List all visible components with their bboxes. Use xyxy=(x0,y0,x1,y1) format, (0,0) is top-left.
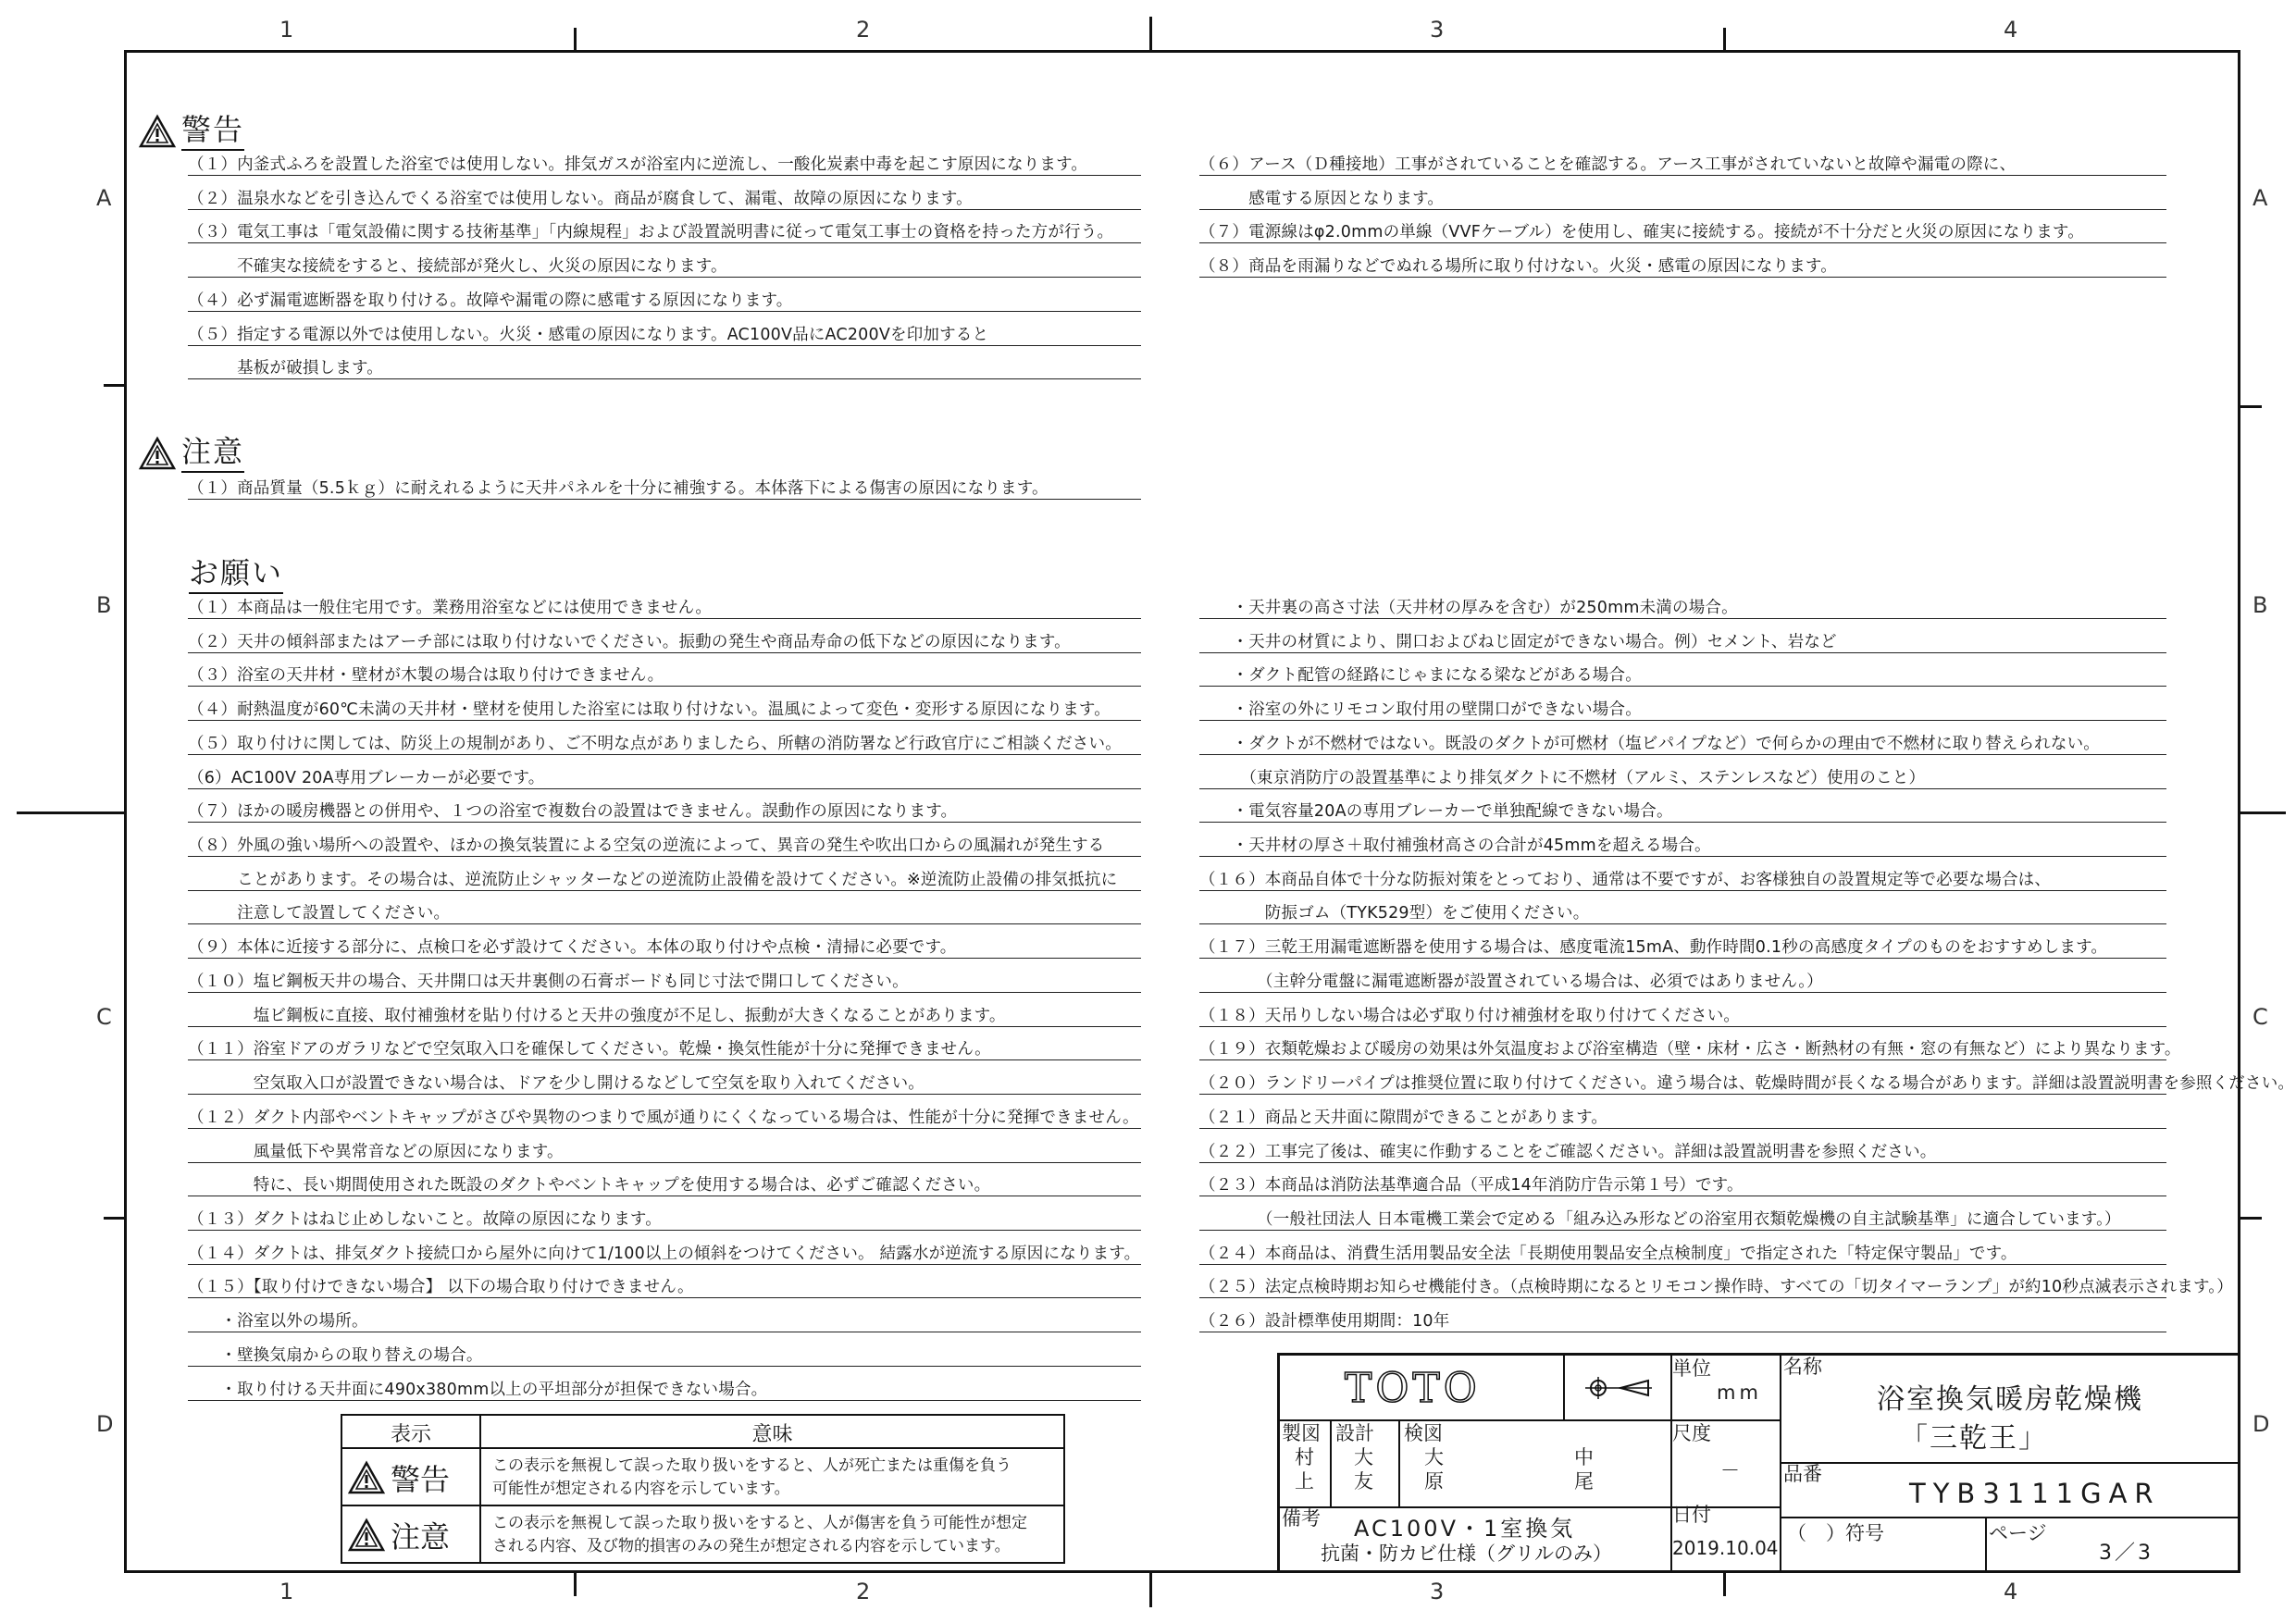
warning-title: 警告 xyxy=(181,112,244,151)
legend-row-divider xyxy=(342,1505,1063,1506)
tick-top-2 xyxy=(1149,17,1152,51)
note-line: （７）電源線はφ2.0mmの単線（VVFケーブル）を使用し、確実に接続する。接続が不十分だと火災の原因になります。 xyxy=(1199,222,2166,243)
product-subname: 「三乾王」 xyxy=(1900,1422,2048,1455)
part-number: TYB3111GAR xyxy=(1909,1478,2161,1509)
sekkei-name-2: 友 xyxy=(1354,1470,1373,1493)
note-line: （３）浴室の天井材・壁材が木製の場合は取り付けできません。 xyxy=(188,665,1141,687)
unit-label: 単位 xyxy=(1672,1357,1711,1380)
note-line: （１）本商品は一般住宅用です。業務用浴室などには使用できません。 xyxy=(188,598,1141,619)
note-line: （１３）ダクトはねじ止めしないこと。故障の原因になります。 xyxy=(188,1209,1141,1231)
legend-row-caution-label xyxy=(348,1514,450,1556)
note-line: （東京消防庁の設置基準により排気ダクトに不燃材（アルミ、ステンレスなど）使用のこと） xyxy=(1199,768,2166,789)
note-line: ・浴室の外にリモコン取付用の壁開口ができない場合。 xyxy=(1199,700,2166,721)
note-line: ・浴室以外の場所。 xyxy=(188,1311,1141,1332)
note-line: ことがあります。その場合は、逆流防止シャッターなどの逆流防止設備を設けてください。※逆流防止設備の排気抵抗に xyxy=(188,870,1141,891)
kenzu-name-3: 中 xyxy=(1574,1446,1594,1468)
caution-heading xyxy=(139,428,244,471)
note-line: ・壁換気扇からの取り替えの場合。 xyxy=(188,1345,1141,1367)
note-line: （２１）商品と天井面に隙間ができることがあります。 xyxy=(1199,1108,2166,1129)
note-line: （２４）本商品は、消費生活用製品安全法「長期使用製品安全点検制度」で指定された「特定保守製品」です。 xyxy=(1199,1244,2166,1265)
tick-right-1 xyxy=(2240,405,2262,408)
tick-left-3 xyxy=(104,1217,126,1220)
grid-row-d-right: D xyxy=(2253,1411,2270,1437)
note-line: （３）電気工事は「電気設備に関する技術基準」「内線規程」および設置説明書に従って電気工事士の資格を持った方が行う。 xyxy=(188,222,1141,243)
legend-table xyxy=(341,1414,1065,1564)
tick-bottom-1 xyxy=(574,1573,577,1596)
legend-col-label: 表示 xyxy=(390,1423,431,1446)
grid-col-4-bottom: 4 xyxy=(2004,1579,2018,1604)
warning-heading xyxy=(139,106,244,149)
note-line: （８）外風の強い場所への設置や、ほかの換気装置による空気の逆流によって、異音の発生や吹出口からの風漏れが発生する xyxy=(188,836,1141,857)
seizu-name-1: 村 xyxy=(1295,1446,1314,1468)
note-line: （6）AC100V 20A専用ブレーカーが必要です。 xyxy=(188,768,1141,789)
tick-left-2 xyxy=(17,812,126,814)
note-line: ・天井材の厚さ＋取付補強材高さの合計が45mmを超える場合。 xyxy=(1199,836,2166,857)
note-line: （１２）ダクト内部やベントキャップがさびや異物のつまりで風が通りにくくなっている場合は、性能が十分に発揮できません。 xyxy=(188,1108,1141,1129)
note-line: （主幹分電盤に漏電遮断器が設置されている場合は、必須ではありません。） xyxy=(1199,972,2166,993)
note-line: 風量低下や異常音などの原因になります。 xyxy=(188,1142,1141,1163)
legend-warning-text: 警告 xyxy=(391,1462,451,1497)
legend-warning-icon xyxy=(348,1461,385,1494)
note-line: 特に、長い期間使用された既設のダクトやベントキャップを使用する場合は、必ずご確認ください。 xyxy=(188,1175,1141,1196)
sekkei-label: 設計 xyxy=(1335,1422,1374,1444)
tick-bottom-2 xyxy=(1149,1573,1152,1607)
remarks-line-2: 抗菌・防カビ仕様（グリルのみ） xyxy=(1321,1542,1612,1565)
note-line: 注意して設置してください。 xyxy=(188,903,1141,924)
date-value: 2019.10.04 xyxy=(1672,1537,1779,1559)
part-label: 品番 xyxy=(1783,1463,1822,1485)
note-line: （７）ほかの暖房機器との併用や、１つの浴室で複数台の設置はできません。誤動作の原因になります。 xyxy=(188,801,1141,823)
tb-vline-seizu xyxy=(1330,1419,1332,1506)
note-line: （一般社団法人 日本電機工業会で定める「組み込み形などの浴室用衣類乾燥機の自主試験基準」に適合しています。） xyxy=(1199,1209,2166,1231)
product-name: 浴室換気暖房乾燥機 xyxy=(1877,1383,2143,1416)
tick-left-1 xyxy=(104,384,126,387)
note-line: 塩ビ鋼板に直接、取付補強材を貼り付けると天井の強度が不足し、振動が大きくなることがあります。 xyxy=(188,1006,1141,1027)
note-line: 防振ゴム（TYK529型）をご使用ください。 xyxy=(1199,903,2166,924)
caution-title: 注意 xyxy=(181,434,244,473)
sekkei-name-1: 大 xyxy=(1354,1446,1373,1468)
grid-row-d-left: D xyxy=(96,1411,114,1437)
note-line: （２）温泉水などを引き込んでくる浴室では使用しない。商品が腐食して、漏電、故障の原因になります。 xyxy=(188,189,1141,210)
tick-top-1 xyxy=(574,28,577,51)
tb-vline-page xyxy=(1985,1517,1987,1570)
grid-row-c-right: C xyxy=(2253,1004,2268,1030)
note-line: （１０）塩ビ鋼板天井の場合、天井開口は天井裏側の石膏ボードも同じ寸法で開口してください。 xyxy=(188,972,1141,993)
note-line: ・取り付ける天井面に490x380mm以上の平坦部分が担保できない場合。 xyxy=(188,1380,1141,1401)
seizu-label: 製図 xyxy=(1282,1422,1321,1444)
legend-caution-meaning-1: この表示を無視して誤った取り扱いをすると、人が傷害を負う可能性が想定 xyxy=(492,1514,1027,1532)
remarks-label: 備考 xyxy=(1282,1507,1321,1530)
kenzu-name-1: 大 xyxy=(1424,1446,1444,1468)
note-line: （６）アース（Ｄ種接地）工事がされていることを確認する。アース工事がされていないと故障や漏電の際に、 xyxy=(1199,155,2166,176)
note-line: （２）天井の傾斜部またはアーチ部には取り付けないでください。振動の発生や商品寿命の低下などの原因になります。 xyxy=(188,632,1141,653)
note-line: （８）商品を雨漏りなどでぬれる場所に取り付けない。火災・感電の原因になります。 xyxy=(1199,256,2166,278)
grid-col-4-top: 4 xyxy=(2004,17,2018,43)
toto-logo: TOTO xyxy=(1345,1365,1481,1412)
legend-header-divider xyxy=(342,1447,1063,1449)
tick-right-3 xyxy=(2240,1217,2262,1220)
note-line: （１５）【取り付けできない場合】 以下の場合取り付けできません。 xyxy=(188,1277,1141,1298)
remarks-line-1: AC100V・1室換気 xyxy=(1354,1516,1576,1542)
note-line: （５）取り付けに関しては、防災上の規制があり、ご不明な点がありましたら、所轄の消防署など行政官庁にご相談ください。 xyxy=(188,734,1141,755)
legend-col-meaning: 意味 xyxy=(751,1423,793,1446)
note-line: （１９）衣類乾燥および暖房の効果は外気温度および浴室構造（壁・床材・広さ・断熱材の有無・窓の有無など）により異なります。 xyxy=(1199,1040,2181,1059)
tick-bottom-3 xyxy=(1723,1573,1726,1596)
note-line: （５）指定する電源以外では使用しない。火災・感電の原因になります。AC100V品にAC200Vを印加すると xyxy=(188,325,1141,346)
tb-hline-3 xyxy=(1780,1462,2238,1464)
tick-top-3 xyxy=(1723,28,1726,51)
legend-caution-icon xyxy=(348,1518,385,1552)
legend-warning-meaning-2: 可能性が想定される内容を示しています。 xyxy=(492,1480,790,1498)
note-line: （１）商品質量（5.5ｋｇ）に耐えれるように天井パネルを十分に補強する。本体落下による傷害の原因になります。 xyxy=(188,478,1141,500)
date-label: 日付 xyxy=(1672,1504,1711,1526)
projection-symbol-icon xyxy=(1582,1374,1656,1402)
note-line: （１４）ダクトは、排気ダクト接続口から屋外に向けて1/100以上の傾斜をつけてください。 結露水が逆流する原因になります。 xyxy=(188,1244,1141,1263)
kenzu-label: 検図 xyxy=(1404,1422,1443,1444)
symbol-label: （ ）符号 xyxy=(1787,1522,1884,1544)
note-line: （１８）天吊りしない場合は必ず取り付け補強材を取り付けてください。 xyxy=(1199,1006,2166,1027)
note-line: （１６）本商品自体で十分な防振対策をとっており、通常は不要ですが、お客様独自の設置規定等で必要な場合は、 xyxy=(1199,870,2166,891)
note-line: （１）内釜式ふろを設置した浴室では使用しない。排気ガスが浴室内に逆流し、一酸化炭素中毒を起こす原因になります。 xyxy=(188,155,1141,176)
note-line: （２５）法定点検時期お知らせ機能付き。（点検時期になるとリモコン操作時、すべての「切タイマーランプ」が約10秒点滅表示されます。） xyxy=(1199,1278,2233,1297)
grid-col-1-top: 1 xyxy=(279,17,294,43)
page-label: ページ xyxy=(1989,1522,2047,1544)
name-label: 名称 xyxy=(1783,1356,1822,1378)
seizu-name-2: 上 xyxy=(1295,1470,1314,1493)
grid-row-a-left: A xyxy=(96,185,112,211)
scale-value: － xyxy=(1720,1459,1740,1481)
request-title: お願い xyxy=(189,555,283,594)
grid-col-2-bottom: 2 xyxy=(856,1579,871,1604)
scale-label: 尺度 xyxy=(1672,1422,1711,1444)
grid-col-2-top: 2 xyxy=(856,17,871,43)
grid-row-b-right: B xyxy=(2253,592,2268,618)
note-line: （９）本体に近接する部分に、点検口を必ず設けてください。本体の取り付けや点検・清掃に必要です。 xyxy=(188,937,1141,959)
note-line: ・天井の材質により、開口およびねじ固定ができない場合。例）セメント、岩など xyxy=(1199,632,2166,653)
note-line: 感電する原因となります。 xyxy=(1199,189,2166,210)
warning-triangle-icon xyxy=(139,115,176,148)
kenzu-name-4: 尾 xyxy=(1574,1470,1594,1493)
grid-col-1-bottom: 1 xyxy=(279,1579,294,1604)
note-line: ・電気容量20Aの専用ブレーカーで単独配線できない場合。 xyxy=(1199,801,2166,823)
note-line: ・天井裏の高さ寸法（天井材の厚みを含む）が250mm未満の場合。 xyxy=(1199,598,2166,619)
note-line: ・ダクト配管の経路にじゃまになる梁などがある場合。 xyxy=(1199,665,2166,687)
note-line: 空気取入口が設置できない場合は、ドアを少し開けるなどして空気を取り入れてください。 xyxy=(188,1073,1141,1095)
grid-col-3-top: 3 xyxy=(1430,17,1445,43)
note-line: （２０）ランドリーパイプは推奨位置に取り付けてください。違う場合は、乾燥時間が長くなる場合があります。詳細は設置説明書を参照ください。 xyxy=(1199,1074,2295,1094)
legend-row-warning-label xyxy=(348,1456,450,1499)
tick-right-2 xyxy=(2240,812,2286,814)
legend-warning-meaning-1: この表示を無視して誤った取り扱いをすると、人が死亡または重傷を負う xyxy=(492,1456,1011,1475)
title-block xyxy=(1277,1353,2240,1573)
note-line: 基板が破損します。 xyxy=(188,358,1141,379)
note-line: （４）耐熱温度が60℃未満の天井材・壁材を使用した浴室には取り付けない。温風によって変色・変形する原因になります。 xyxy=(188,700,1141,721)
grid-row-a-right: A xyxy=(2253,185,2268,211)
note-line: （４）必ず漏電遮断器を取り付ける。故障や漏電の際に感電する原因になります。 xyxy=(188,291,1141,312)
tb-vline-sekkei xyxy=(1398,1419,1400,1506)
kenzu-name-2: 原 xyxy=(1424,1470,1444,1493)
note-line: （１１）浴室ドアのガラリなどで空気取入口を確保してください。乾燥・換気性能が十分に発揮できません。 xyxy=(188,1039,1141,1060)
legend-caution-meaning-2: される内容、及び物的損害のみの発生が想定される内容を示しています。 xyxy=(492,1537,1011,1555)
unit-value: mm xyxy=(1717,1381,1762,1404)
caution-triangle-icon xyxy=(139,437,176,470)
note-line: （２３）本商品は消防法基準適合品（平成14年消防庁告示第１号）です。 xyxy=(1199,1175,2166,1196)
grid-row-b-left: B xyxy=(96,592,112,618)
grid-row-c-left: C xyxy=(96,1004,112,1030)
note-line: （２２）工事完了後は、確実に作動することをご確認ください。詳細は設置説明書を参照ください。 xyxy=(1199,1142,2166,1163)
note-line: 不確実な接続をすると、接続部が発火し、火災の原因になります。 xyxy=(188,256,1141,278)
note-line: ・ダクトが不燃材ではない。既設のダクトが可燃材（塩ビパイプなど）で何らかの理由で不燃材に取り替えられない。 xyxy=(1199,734,2166,755)
page-value: 3／3 xyxy=(2099,1542,2153,1565)
tb-vline-brand xyxy=(1563,1356,1565,1419)
grid-col-3-bottom: 3 xyxy=(1430,1579,1445,1604)
request-heading xyxy=(189,550,283,592)
legend-caution-text: 注意 xyxy=(391,1519,451,1555)
note-line: （２６）設計標準使用期間：10年 xyxy=(1199,1311,2166,1332)
note-line: （１７）三乾王用漏電遮断器を使用する場合は、感度電流15mA、動作時間0.1秒の高感度タイプのものをおすすめします。 xyxy=(1199,937,2166,959)
